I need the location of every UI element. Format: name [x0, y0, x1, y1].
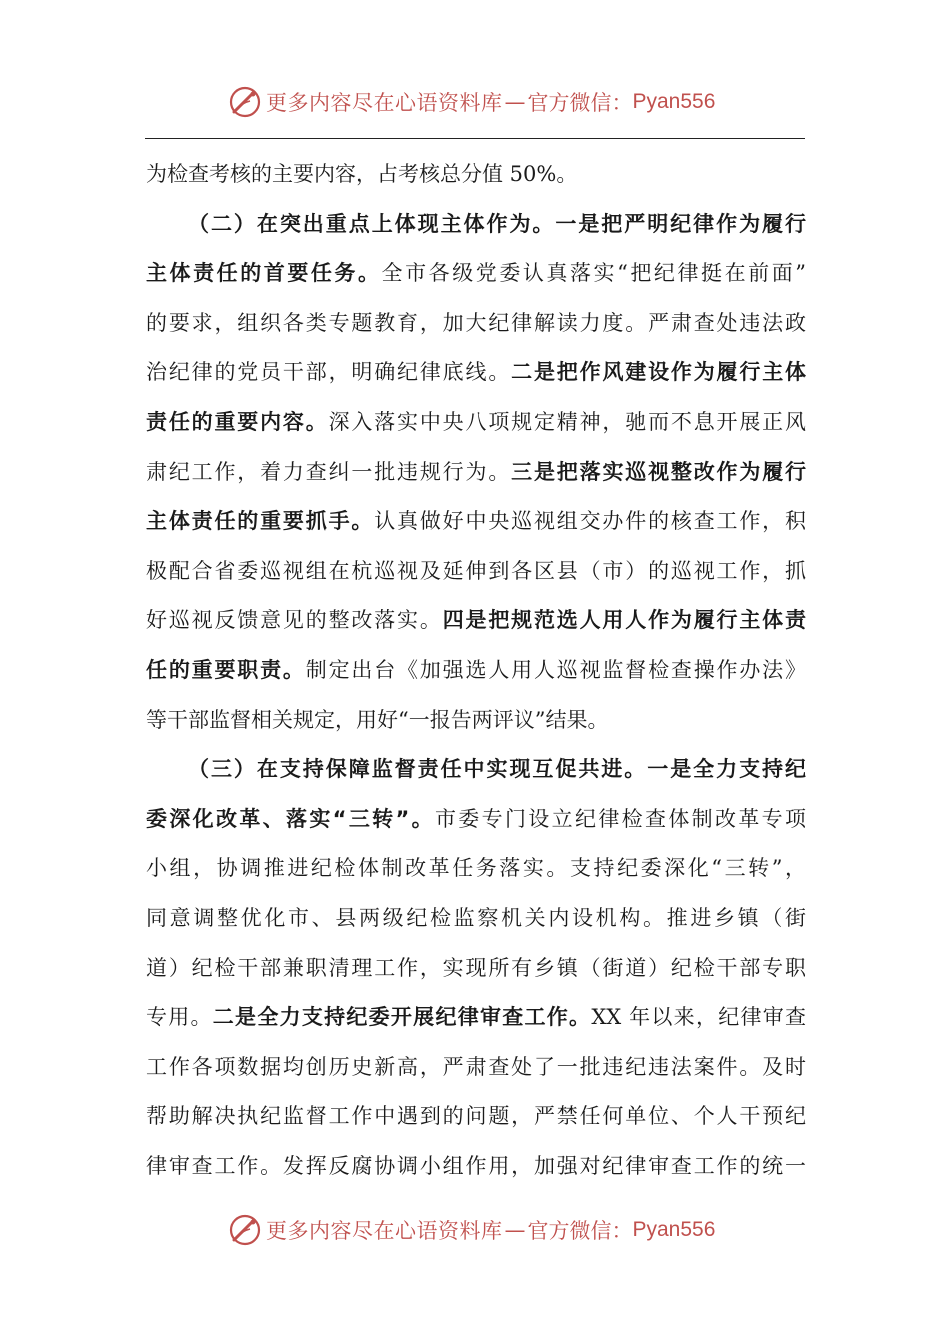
- bold-run: 三是把落实巡视整改作为履行: [511, 459, 807, 484]
- text-line: [146, 497, 806, 547]
- text-run: 好巡视反馈意见的整改落实。: [146, 608, 443, 633]
- text-line: [146, 1043, 806, 1093]
- text-run: 肃纪工作，着力查纠一批违规行为。: [146, 459, 512, 484]
- text-line: [146, 547, 806, 597]
- text-line: [146, 894, 806, 944]
- header-dash: —: [504, 90, 526, 114]
- bold-run: 委深化改革、落实“三转”。: [146, 806, 435, 831]
- text-run: 专用。: [146, 1005, 213, 1030]
- bold-run: 责任的重要内容。: [146, 409, 329, 434]
- footer-banner: [0, 1210, 950, 1250]
- pen-logo-icon: [228, 1213, 262, 1247]
- text-line: [146, 795, 806, 845]
- text-line: [146, 596, 806, 646]
- text-line: [146, 1142, 806, 1192]
- bold-run: 二是全力支持纪委开展纪律审查工作。: [212, 1005, 592, 1030]
- text-run: 工作各项数据均创历史新高，严肃查处了一批违纪违法案件。及时: [146, 1054, 806, 1079]
- text-run: XX 年以来，纪律审查: [591, 1005, 807, 1030]
- text-line: [146, 348, 806, 398]
- text-run: 极配合省委巡视组在杭巡视及延伸到各区县（市）的巡视工作，抓: [146, 558, 806, 583]
- text-run: 治纪律的党员干部，明确纪律底线。: [146, 360, 512, 385]
- footer-account: Pyan556: [632, 1218, 716, 1241]
- text-line: [146, 944, 806, 994]
- header-account: Pyan556: [632, 90, 716, 113]
- section-heading-2: [146, 200, 806, 250]
- text-line: [146, 150, 806, 200]
- text-run: 制定出台《加强选人用人巡视监督检查操作办法》: [305, 657, 806, 682]
- text-run: 道）纪检干部兼职清理工作，实现所有乡镇（街道）纪检干部专职: [146, 955, 806, 980]
- text-line: [146, 299, 806, 349]
- text-run: 为检查考核的主要内容，占考核总分值 50%。: [146, 162, 578, 186]
- text-run: 律审查工作。发挥反腐协调小组作用，加强对纪律审查工作的统一: [146, 1153, 806, 1178]
- text-line: [146, 249, 806, 299]
- text-line: [146, 1092, 806, 1142]
- bold-run: （三）在支持保障监督责任中实现互促共进。一是全力支持纪: [188, 757, 806, 782]
- header-brand-text: 更多内容尽在心语资料库: [266, 91, 503, 115]
- header-banner: [0, 82, 950, 122]
- text-run: 深入落实中央八项规定精神，驰而不息开展正风: [328, 409, 807, 434]
- document-body: [146, 150, 806, 1191]
- header-official-label: 官方微信：: [527, 91, 633, 115]
- bold-run: 四是把规范选人用人作为履行主体责: [442, 608, 807, 633]
- text-line: [146, 398, 806, 448]
- bold-run: 主体责任的首要任务。: [146, 261, 382, 286]
- text-line: [146, 844, 806, 894]
- footer-dash: —: [504, 1218, 526, 1242]
- bold-run: （二）在突出重点上体现主体作为。一是把严明纪律作为履行: [188, 211, 806, 236]
- text-run: 市委专门设立纪律检查体制改革专项: [434, 806, 806, 831]
- text-line: [146, 993, 806, 1043]
- text-run: 认真做好中央巡视组交办件的核查工作，积: [374, 509, 807, 534]
- bold-run: 任的重要职责。: [146, 657, 306, 682]
- text-line: [146, 448, 806, 498]
- text-line: [146, 696, 806, 746]
- bold-run: 主体责任的重要抓手。: [146, 509, 375, 534]
- footer-brand-text: 更多内容尽在心语资料库: [266, 1219, 503, 1243]
- bold-run: 二是把作风建设作为履行主体: [511, 360, 807, 385]
- header-divider: [145, 138, 805, 139]
- section-heading-3: [146, 745, 806, 795]
- footer-official-label: 官方微信：: [527, 1219, 633, 1243]
- text-run: 全市各级党委认真落实“把纪律挺在前面”: [381, 261, 806, 286]
- pen-logo-icon: [228, 85, 262, 119]
- text-run: 帮助解决执纪监督工作中遇到的问题，严禁任何单位、个人干预纪: [146, 1104, 806, 1129]
- text-line: [146, 646, 806, 696]
- text-run: 等干部监督相关规定，用好“一报告两评议”结果。: [146, 707, 609, 732]
- text-run: 同意调整优化市、县两级纪检监察机关内设机构。推进乡镇（街: [146, 905, 806, 930]
- text-run: 的要求，组织各类专题教育，加大纪律解读力度。严肃查处违法政: [146, 310, 806, 335]
- text-run: 小组，协调推进纪检体制改革任务落实。支持纪委深化“三转”，: [146, 856, 806, 881]
